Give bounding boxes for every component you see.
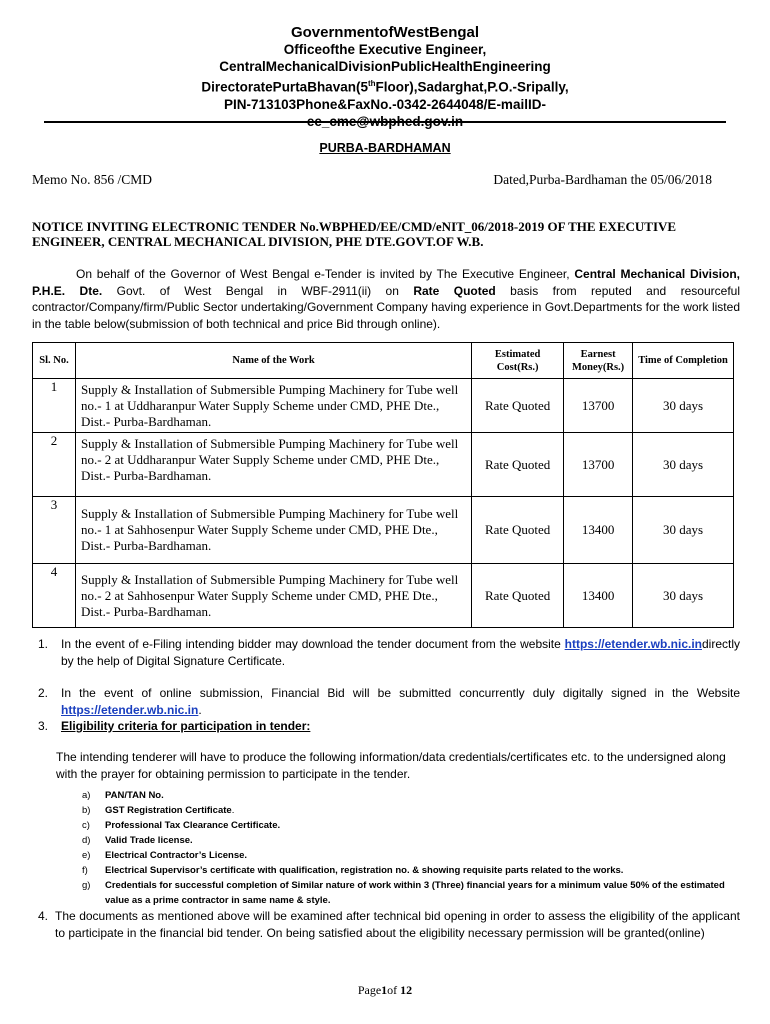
cell-work: Supply & Installation of Submersible Pumping Machinery for Tube well no.- 2 at Uddharanpur Water Supply Scheme under CMD, PHE Dte., Dist.- Purba-Bardhaman.	[75, 433, 471, 497]
eligibility-intro: The intending tenderer will have to produce the following information/data credentials/certificates etc. to the undersigned along with the prayer for obtaining permission to participate in the tender.	[56, 750, 726, 781]
table-header-row	[33, 343, 734, 379]
letterhead-contact: PIN-713103Phone&FaxNo.-0342-2644048/E-mailID-	[224, 96, 546, 112]
notice-title: NOTICE INVITING ELECTRONIC TENDER No.WBPHED/EE/CMD/eNIT_06/2018-2019 OF THE EXECUTIVE ENGINEER, CENTRAL MECHANICAL DIVISION, PHE DTE.GOVT.OF W.B.	[32, 219, 677, 249]
letterhead	[0, 24, 770, 130]
cell-sl: 3	[33, 497, 76, 564]
cell-work: Supply & Installation of Submersible Pumping Machinery for Tube well no.- 2 at Sahhosenpur Water Supply Scheme under CMD, PHE Dte., Dist.- Purba-Bardhaman.	[75, 564, 471, 628]
cell-time: 30 days	[633, 564, 734, 628]
district-title: PURBA-BARDHAMAN	[319, 141, 451, 155]
table-row	[33, 433, 734, 497]
header-money: Earnest Money(Rs.)	[564, 343, 633, 379]
document-page: GovernmentofWestBengal Officeofthe Executive Engineer, CentralMechanicalDivisionPublicHealthEngineering DirectoratePurtaBhavan(5thFloor),Sadarghat,P.O.-Sripally, PIN-713103Phone&FaxNo.-0342-2644048/E-mailID- PURBA-BARDHAMAN Memo No. 856 /CMD Dated,Purba-Bardhaman the 05/06/2018 NOTICE INVITING ELECTRONIC TENDER No.WBPHED/EE/CMD/eNIT_06/2018-2019 OF THE EXECUTIVE ENGINEER, CENTRAL MECHANICAL DIVISION, PHE DTE.GOVT.OF W.B. On behalf of the Governor of West Bengal e-Tender is invited by The Executive Engineer, Central Mechanical Division, P.H.E. Dte. Govt. of West Bengal in WBF-2911(ii) on Rate Quoted basis from reputed and resourceful contractor/Company/firm/Public Sector undertaking/Government Company having experience in Govt.Departments for the work listed in the table below(submission of both technical and price Bid through online). Sl. No. Name of the Work Estimated Cost(Rs.) Earnest Money(Rs.) Time of Completion 1 Supply & Installation of Submersible Pumping Machinery for Tube well no.- 1 at Uddharanpur Water Supply Scheme under CMD, PHE Dte., Dist.- Purba-Bardhaman. Rate Quoted 13700 30 days 2 Supply & Installation of Submersible Pumping Machinery for Tube well no.- 2 at Uddharanpur Water Supply Scheme under CMD, PHE Dte., Dist.- Purba-Bardhaman. Rate Quoted 13700 30 days 3 Supply & Installation of Submersible Pumping Machinery for Tube well no.- 1 at Sahhosenpur Water Supply Scheme under CMD, PHE Dte., Dist.- Purba-Bardhaman. Rate Quoted 13400 30 days 4 Supply & Installation of Submersible Pumping Machinery for Tube well no.- 2 at Sahhosenpur Water Supply Scheme under CMD, PHE Dte., Dist.- Purba-Bardhaman. Rate Quoted 13400 30 days 1. In the event of e-Filing intending bidder may download the tender document from the website https://etender.wb.nic.indirectly by the help of Digital Signature Certificate. 2. In the event of online submission, Financial Bid will be submitted concurrently duly digitally signed in the Website https://etender.wb.nic.in. 3. Eligibility criteria for participation in tender: The intending tenderer will have to produce the following information/data credentials/certificates etc. to the undersigned along with the prayer for obtaining permission to participate in the tender. a) PAN/TAN No. b) GST Registration Certificate. c) Professional Tax Clearance Certificate. d) Valid Trade license. e) Electrical Contractor’s License. f) Electrical Supervisor’s certificate with qualification, registration no. & showing requisite parts related to the works. g) Credentials for successful completion of Similar nature of work within 3 (Three) financial years for a minimum value 50% of the estimated value as a prime contractor in same name & style. 4. The documents as mentioned above will be examined after technical bid opening in order to assess the eligibility of the applicant to participate in the financial bid tender. On being satisfied about the eligibility necessary permission will be granted(online) Page1of 12	[0, 0, 770, 1024]
cell-money: 13700	[564, 433, 633, 497]
cell-sl: 4	[33, 564, 76, 628]
etender-link[interactable]: https://etender.wb.nic.in	[61, 702, 199, 717]
memo-date: Dated,Purba-Bardhaman the 05/06/2018	[493, 172, 712, 187]
cell-time: 30 days	[633, 497, 734, 564]
header-rule	[44, 121, 726, 123]
intro-paragraph: On behalf of the Governor of West Bengal e-Tender is invited by The Executive Engineer, Central Mechanical Division, P.H.E. Dte. Govt. of West Bengal in WBF-2911(ii) on Rate Quoted basis from reputed and resourceful contractor/Company/firm/Public Sector undertaking/Government Company having experience in Govt.Departments for the work listed in the table below(submission of both technical and price Bid through online).	[32, 267, 741, 331]
cell-sl: 1	[33, 379, 76, 433]
cell-time: 30 days	[633, 379, 734, 433]
cell-cost: Rate Quoted	[472, 433, 564, 497]
cell-cost: Rate Quoted	[472, 564, 564, 628]
header-sl: Sl. No.	[33, 343, 76, 379]
list-item: 2. In the event of online submission, Financial Bid will be submitted concurrently duly digitally signed in the Website https://etender.wb.nic.in.	[38, 686, 740, 717]
letterhead-government: GovernmentofWestBengal	[290, 24, 480, 41]
list-item: 3. Eligibility criteria for participation in tender:	[32, 718, 740, 736]
page-number: Page1of 12	[357, 983, 413, 997]
etender-link[interactable]: https://etender.wb.nic.in	[564, 637, 702, 651]
cell-cost: Rate Quoted	[472, 497, 564, 564]
cell-money: 13400	[564, 497, 633, 564]
cell-work: Supply & Installation of Submersible Pumping Machinery for Tube well no.- 1 at Sahhosenpur Water Supply Scheme under CMD, PHE Dte., Dist.- Purba-Bardhaman.	[75, 497, 471, 564]
letterhead-address: DirectoratePurtaBhavan(5thFloor),Sadarghat,P.O.-Sripally,	[201, 79, 569, 95]
cell-time: 30 days	[633, 433, 734, 497]
cell-money: 13400	[564, 564, 633, 628]
letterhead-division: CentralMechanicalDivisionPublicHealthEngineering	[219, 59, 551, 74]
header-time: Time of Completion	[633, 343, 734, 379]
letterhead-office: Officeofthe Executive Engineer,	[283, 42, 487, 57]
table-row	[33, 497, 734, 564]
list-item: 4. The documents as mentioned above will be examined after technical bid opening in order to assess the eligibility of the applicant to participate in the financial bid tender. On being satisfied about the eligibility necessary permission will be granted(online)	[38, 909, 740, 940]
memo-number: Memo No. 856 /CMD	[32, 172, 153, 187]
list-item: 1. In the event of e-Filing intending bidder may download the tender document from the website https://etender.wb.nic.indirectly by the help of Digital Signature Certificate.	[38, 637, 740, 668]
table-row	[33, 564, 734, 628]
table-row	[33, 379, 734, 433]
header-cost: Estimated Cost(Rs.)	[472, 343, 564, 379]
cell-sl: 2	[33, 433, 76, 497]
works-table	[32, 342, 734, 628]
cell-work: Supply & Installation of Submersible Pumping Machinery for Tube well no.- 1 at Uddharanpur Water Supply Scheme under CMD, PHE Dte., Dist.- Purba-Bardhaman.	[75, 379, 471, 433]
cell-money: 13700	[564, 379, 633, 433]
cell-cost: Rate Quoted	[472, 379, 564, 433]
eligibility-heading: Eligibility criteria for participation in tender:	[61, 719, 311, 733]
header-name: Name of the Work	[75, 343, 471, 379]
